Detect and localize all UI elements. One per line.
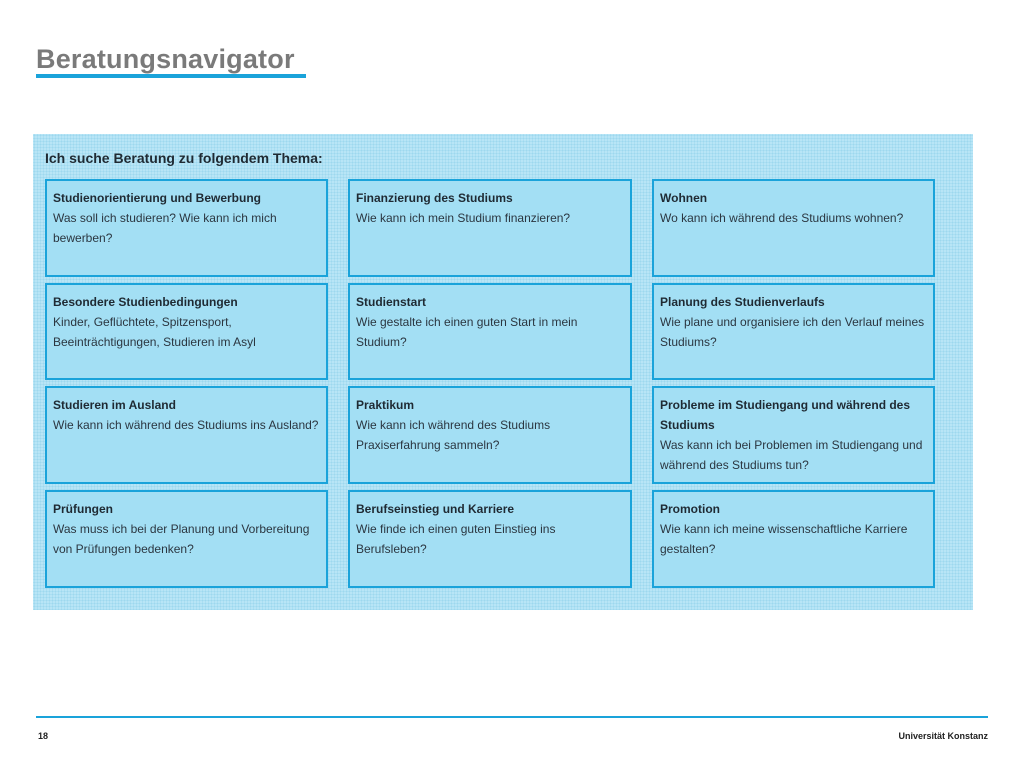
- page-number: 18: [38, 731, 49, 741]
- topic-card-finanzierung[interactable]: [348, 179, 632, 277]
- card-description: Wie plane und organisiere ich den Verlauf meines Studiums?: [660, 315, 925, 349]
- university-name: Universität Konstanz: [898, 731, 988, 741]
- topic-card-probleme-im-studiengang[interactable]: [652, 386, 935, 484]
- card-description: Wie kann ich mein Studium finanzieren?: [356, 211, 571, 225]
- card-description: Was soll ich studieren? Wie kann ich mich bewerben?: [53, 211, 277, 245]
- card-title: Studienorientierung und Bewerbung: [53, 191, 261, 205]
- panel-heading: Ich suche Beratung zu folgendem Thema:: [45, 150, 323, 166]
- topic-card-praktikum[interactable]: [348, 386, 632, 484]
- topic-card-pruefungen[interactable]: [45, 490, 328, 588]
- card-description: Wie kann ich während des Studiums ins Ausland?: [53, 418, 319, 432]
- card-description: Wie finde ich einen guten Einstieg ins Berufsleben?: [356, 522, 556, 556]
- topic-card-studienstart[interactable]: [348, 283, 632, 380]
- card-description: Wie kann ich meine wissenschaftliche Karriere gestalten?: [660, 522, 908, 556]
- card-title: Promotion: [660, 502, 720, 516]
- card-description: Kinder, Geflüchtete, Spitzensport, Beeinträchtigungen, Studieren im Asyl: [53, 315, 256, 349]
- card-title: Studieren im Ausland: [53, 398, 176, 412]
- card-description: Wie kann ich während des Studiums Praxiserfahrung sammeln?: [356, 418, 551, 452]
- card-description: Was kann ich bei Problemen im Studiengang und während des Studiums tun?: [660, 438, 923, 472]
- card-description: Wo kann ich während des Studiums wohnen?: [660, 211, 904, 225]
- topic-card-studienorientierung[interactable]: [45, 179, 328, 277]
- card-title: Probleme im Studiengang und während des Studiums: [660, 398, 911, 432]
- card-title: Planung des Studienverlaufs: [660, 295, 825, 309]
- topic-card-studieren-im-ausland[interactable]: [45, 386, 328, 484]
- advice-navigator-panel: [33, 134, 973, 610]
- topic-grid: [45, 179, 935, 588]
- slide-title: Beratungsnavigator: [36, 44, 295, 74]
- topic-card-planung-studienverlauf[interactable]: [652, 283, 935, 380]
- card-title: Besondere Studienbedingungen: [53, 295, 238, 309]
- topic-card-promotion[interactable]: [652, 490, 935, 588]
- card-title: Praktikum: [356, 398, 415, 412]
- card-description: Wie gestalte ich einen guten Start in mein Studium?: [356, 315, 578, 349]
- card-title: Studienstart: [356, 295, 427, 309]
- card-description: Was muss ich bei der Planung und Vorbereitung von Prüfungen bedenken?: [53, 522, 310, 556]
- title-underline: [36, 74, 306, 78]
- topic-card-besondere-studienbedingungen[interactable]: [45, 283, 328, 380]
- card-title: Prüfungen: [53, 502, 113, 516]
- card-title: Finanzierung des Studiums: [356, 191, 513, 205]
- card-title: Berufseinstieg und Karriere: [356, 502, 515, 516]
- footer-divider: [36, 716, 988, 718]
- topic-card-berufseinstieg[interactable]: [348, 490, 632, 588]
- topic-card-wohnen[interactable]: [652, 179, 935, 277]
- card-title: Wohnen: [660, 191, 708, 205]
